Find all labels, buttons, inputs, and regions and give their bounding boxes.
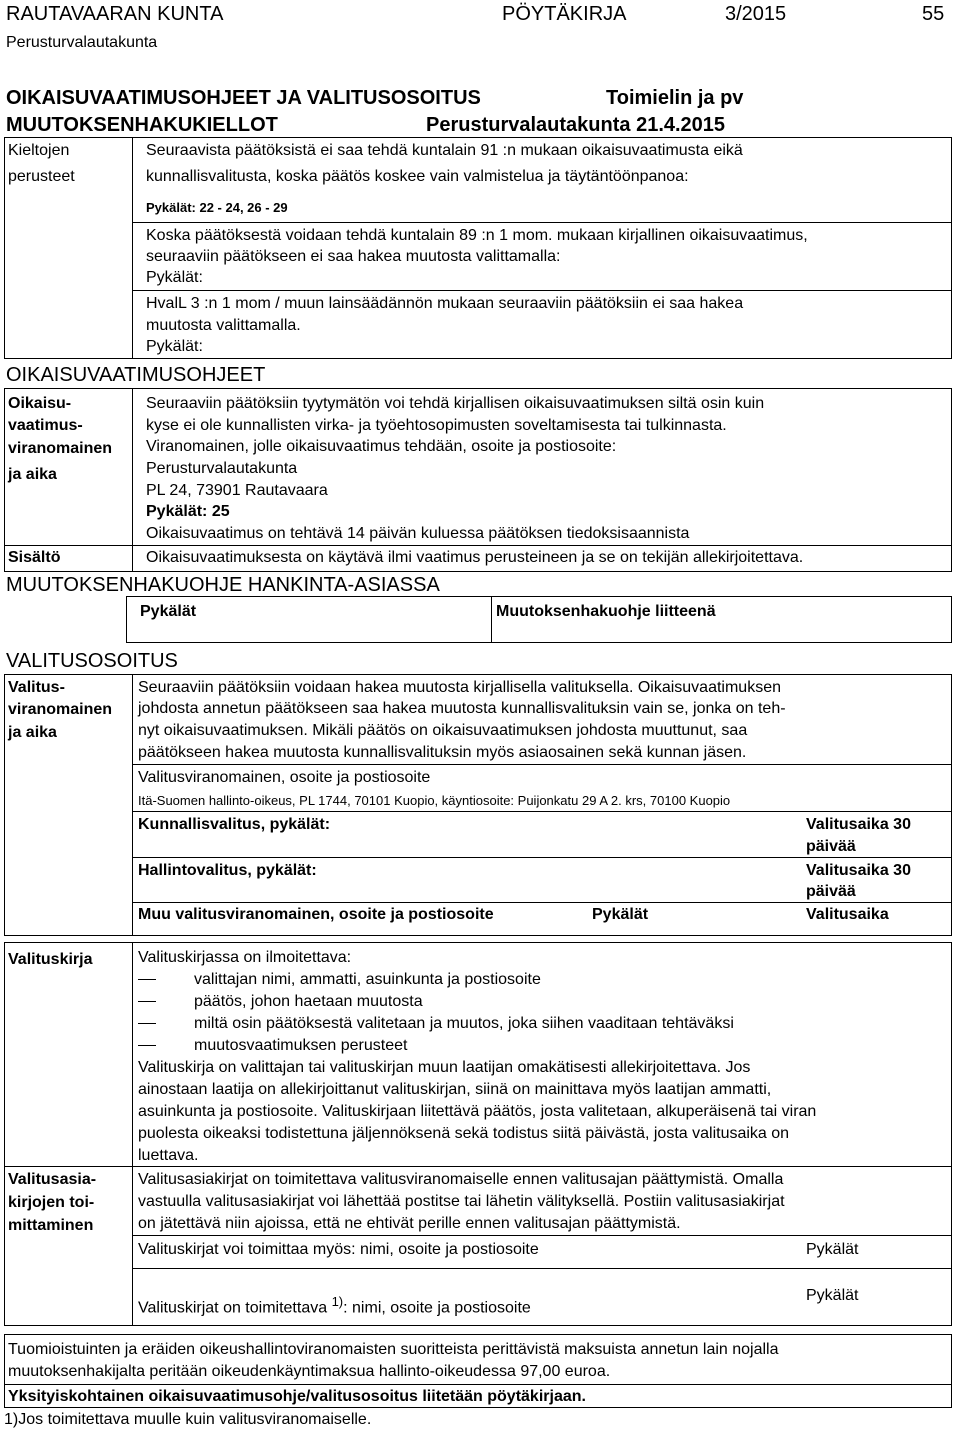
footnote-marker: 1) xyxy=(331,1294,344,1309)
hallintovalitus-aika-2: päivää xyxy=(806,883,856,900)
valitus-text-2: johdosta annetun päätökseen saa hakea muutosta kunnallisvalituksin vain se, jonka on teh- xyxy=(138,700,786,717)
valitus-label-3: ja aika xyxy=(8,724,57,741)
asiakirjat-rule-2 xyxy=(132,1235,952,1236)
oikaisu-text-6: Oikaisuvaatimus on tehtävä 14 päivän kuluessa päätöksen tiedoksisaannista xyxy=(146,525,690,542)
valituskirja-item-text: valittajan nimi, ammatti, asuinkunta ja postiosoite xyxy=(194,971,541,988)
dash-marker xyxy=(138,1001,156,1002)
valitus-rule-1 xyxy=(132,764,952,765)
valitus-rule-2 xyxy=(132,811,952,812)
valituskirja-item-text: päätös, johon haetaan muutosta xyxy=(194,993,423,1010)
asiakirjat-label-2: kirjojen toi- xyxy=(8,1194,95,1211)
oikaisu-text-3: Viranomainen, jolle oikaisuvaatimus tehdään, osoite ja postiosoite: xyxy=(146,438,617,455)
valituskirja-intro: Valituskirjassa on ilmoitettava: xyxy=(138,949,352,966)
valituskirja-item xyxy=(138,1014,734,1034)
asiakirjat-rule xyxy=(4,1166,952,1167)
kieltojen-rule-1 xyxy=(132,222,952,223)
asiakirjat-text-3: on jätettävä niin ajoissa, että ne ehtivät perille ennen valitusajan päättymistä. xyxy=(138,1215,681,1232)
asiakirjat-text-5b: : nimi, osoite ja postiosoite xyxy=(343,1299,531,1317)
dash-marker xyxy=(138,1045,156,1046)
muu-viranomainen-label: Muu valitusviranomainen, osoite ja postiosoite xyxy=(138,906,494,923)
valituskirja-item xyxy=(138,992,423,1012)
valituskirja-p2: ainostaan laatija on allekirjoittanut valituskirjan, siinä on mainittava myös laatijan ammatti, xyxy=(138,1081,772,1098)
hallintovalitus-aika-1: Valitusaika 30 xyxy=(806,862,911,879)
asiakirjat-label-1: Valitusasia- xyxy=(8,1171,97,1188)
kieltojen-pykalat-3: Pykälät: xyxy=(146,338,203,355)
hankinta-pykalat: Pykälät xyxy=(140,603,197,620)
oikaisu-label-2: vaatimus- xyxy=(8,417,83,434)
fee-text-2: muutoksenhakijalta peritään oikeudenkäyntimaksua hallinto-oikeudessa 97,00 euroa. xyxy=(8,1363,611,1380)
asiakirjat-rule-3 xyxy=(132,1268,952,1269)
asiakirjat-text-5a: Valituskirjat on toimitettava xyxy=(138,1299,328,1317)
oikaisu-label-1: Oikaisu- xyxy=(8,395,72,412)
valituskirja-item-text: miltä osin päätöksestä valitetaan ja muutos, joka siihen vaaditaan tehtäväksi xyxy=(194,1015,734,1032)
valituskirja-item-text: muutosvaatimuksen perusteet xyxy=(194,1037,408,1054)
kieltojen-hvall-2: muutosta valittamalla. xyxy=(146,317,301,334)
sisalto-label: Sisältö xyxy=(8,549,61,566)
asiakirjat-text-1: Valitusasiakirjat on toimitettava valitusviranomaiselle ennen valitusajan päättymistä. Omalla xyxy=(138,1171,784,1188)
kieltojen-pykalat-2: Pykälät: xyxy=(146,269,203,286)
doc-number: 3/2015 xyxy=(725,3,787,25)
kieltojen-pykalat-1: Pykälät: 22 - 24, 26 - 29 xyxy=(146,200,288,215)
kieltojen-hvall-1: HvalL 3 :n 1 mom / muun lainsäädännön mukaan seuraaviin päätöksiin ei saa hakea xyxy=(146,295,744,312)
valitus-rule-4 xyxy=(132,902,952,903)
title-line2-right: Perusturvalautakunta 21.4.2015 xyxy=(426,114,726,136)
valituskirja-item xyxy=(138,970,541,990)
asiakirjat-pykalat-1: Pykälät xyxy=(806,1241,859,1258)
valituskirja-p1: Valituskirja on valittajan tai valituskirjan muun laatijan omakätisesti allekirjoitettava. Jos xyxy=(138,1059,751,1076)
valitus-text-5: Valitusviranomainen, osoite ja postiosoite xyxy=(138,769,431,786)
kunnallisvalitus-label: Kunnallisvalitus, pykälät: xyxy=(138,816,331,833)
valitus-text-1: Seuraaviin päätöksiin voidaan hakea muutosta kirjallisella valituksella. Oikaisuvaatimuksen xyxy=(138,679,781,696)
kieltojen-koska-2: seuraaviin päätökseen ei saa hakea muutosta valittamalla: xyxy=(146,248,561,265)
footer-rule xyxy=(4,1384,952,1385)
oikaisu-text-1: Seuraaviin päätöksiin tyytymätön voi tehdä kirjallisen oikaisuvaatimuksen siltä osin kuin xyxy=(146,395,765,412)
muu-valitusaika: Valitusaika xyxy=(806,906,889,923)
valitus-label-1: Valitus- xyxy=(8,679,65,696)
footnote: 1)Jos toimitettava muulle kuin valitusviranomaiselle. xyxy=(4,1411,372,1428)
kieltojen-rule-2 xyxy=(132,290,952,291)
title-line2-left: MUUTOKSENHAKUKIELLOT xyxy=(6,114,278,136)
hankinta-divider xyxy=(491,596,492,643)
valituskirja-p3: asuinkunta ja postiosoite. Valituskirjaan liitettävä päätös, josta valitetaan, alkuperäisenä tai viran xyxy=(138,1103,817,1120)
oikaisu-text-5: PL 24, 73901 Rautavaara xyxy=(146,482,328,499)
valitus-heading: VALITUSOSOITUS xyxy=(6,650,178,672)
oikaisu-label-4: ja aika xyxy=(8,466,57,483)
title-line1-right: Toimielin ja pv xyxy=(606,87,744,109)
oikaisu-text-4: Perusturvalautakunta xyxy=(146,460,298,477)
kieltojen-text-1: Seuraavista päätöksistä ei saa tehdä kuntalain 91 :n mukaan oikaisuvaatimusta eikä xyxy=(146,142,743,159)
oikaisu-label-3: viranomainen xyxy=(8,440,113,457)
title-line1-left: OIKAISUVAATIMUSOHJEET JA VALITUSOSOITUS xyxy=(6,87,481,109)
org-name: RAUTAVAARAN KUNTA xyxy=(6,3,224,25)
asiakirjat-text-2: vastuulla valitusasiakirjat voi lähettää postitse tai lähetin välityksellä. Postiin valitusasiakirjat xyxy=(138,1193,785,1210)
oikaisu-rule xyxy=(4,545,952,546)
attachment-note: Yksityiskohtainen oikaisuvaatimusohje/valitusosoitus liitetään pöytäkirjaan. xyxy=(8,1388,586,1405)
asiakirjat-label-3: mittaminen xyxy=(8,1217,94,1234)
valitus-address: Itä-Suomen hallinto-oikeus, PL 1744, 70101 Kuopio, käyntiosoite: Puijonkatu 29 A 2. krs, 70100 Kuopio xyxy=(138,793,731,808)
asiakirjat-text-4: Valituskirjat voi toimittaa myös: nimi, osoite ja postiosoite xyxy=(138,1241,539,1258)
kunnallisvalitus-aika-2: päivää xyxy=(806,838,856,855)
oikaisu-text-2: kyse ei ole kunnallisten virka- ja työehtosopimusten soveltamisesta tai tulkinnasta. xyxy=(146,417,727,434)
sisalto-text: Oikaisuvaatimuksesta on käytävä ilmi vaatimus perusteineen ja se on tekijän allekirjoitettava. xyxy=(146,549,804,566)
kieltojen-label-2: perusteet xyxy=(8,168,75,185)
doc-type: PÖYTÄKIRJA xyxy=(502,3,627,25)
valitus-label-2: viranomainen xyxy=(8,701,113,718)
dash-marker xyxy=(138,979,156,980)
kieltojen-koska-1: Koska päätöksestä voidaan tehdä kuntalain 89 :n 1 mom. mukaan kirjallinen oikaisuvaatimus, xyxy=(146,227,808,244)
kieltojen-label-1: Kieltojen xyxy=(8,142,70,159)
page-number: 55 xyxy=(922,3,945,25)
valitus-rule-3 xyxy=(132,857,952,858)
valituskirja-p5: luettava. xyxy=(138,1147,199,1164)
dash-marker xyxy=(138,1023,156,1024)
oikaisu-heading: OIKAISUVAATIMUSOHJEET xyxy=(6,364,266,386)
valituskirja-item xyxy=(138,1036,407,1056)
valitus-divider xyxy=(132,674,133,936)
hankinta-liitteena: Muutoksenhakuohje liitteenä xyxy=(496,603,716,620)
muu-pykalat: Pykälät xyxy=(592,906,649,923)
hallintovalitus-label: Hallintovalitus, pykälät: xyxy=(138,862,317,879)
kieltojen-text-2: kunnallisvalitusta, koska päätös koskee vain valmistelua ja täytäntöönpanoa: xyxy=(146,168,689,185)
valituskirja-p4: puolesta oikeaksi todistettuna jäljennöksenä sekä todistus siitä päivästä, josta valitusaika on xyxy=(138,1125,790,1142)
asiakirjat-text-5 xyxy=(138,1292,531,1318)
oikaisu-pykalat: Pykälät: 25 xyxy=(146,503,230,520)
body-name: Perusturvalautakunta xyxy=(6,34,158,51)
kunnallisvalitus-aika-1: Valitusaika 30 xyxy=(806,816,911,833)
asiakirjat-pykalat-2: Pykälät xyxy=(806,1287,859,1304)
valitus-text-3: nyt oikaisuvaatimuksen. Mikäli päätös on oikaisuvaatimuksen johdosta muuttunut, saa xyxy=(138,722,748,739)
valituskirja-label: Valituskirja xyxy=(8,951,93,968)
kieltojen-divider xyxy=(132,137,133,359)
valitus-text-4: päätökseen hakea muutosta kunnallisvalituksin myös asiaosainen sekä kunnan jäsen. xyxy=(138,744,747,761)
hankinta-heading: MUUTOKSENHAKUOHJE HANKINTA-ASIASSA xyxy=(6,574,440,596)
fee-text-1: Tuomioistuinten ja eräiden oikeushallintoviranomaisten suoritteista perittävistä maksuista annetun lain nojalla xyxy=(8,1341,779,1358)
